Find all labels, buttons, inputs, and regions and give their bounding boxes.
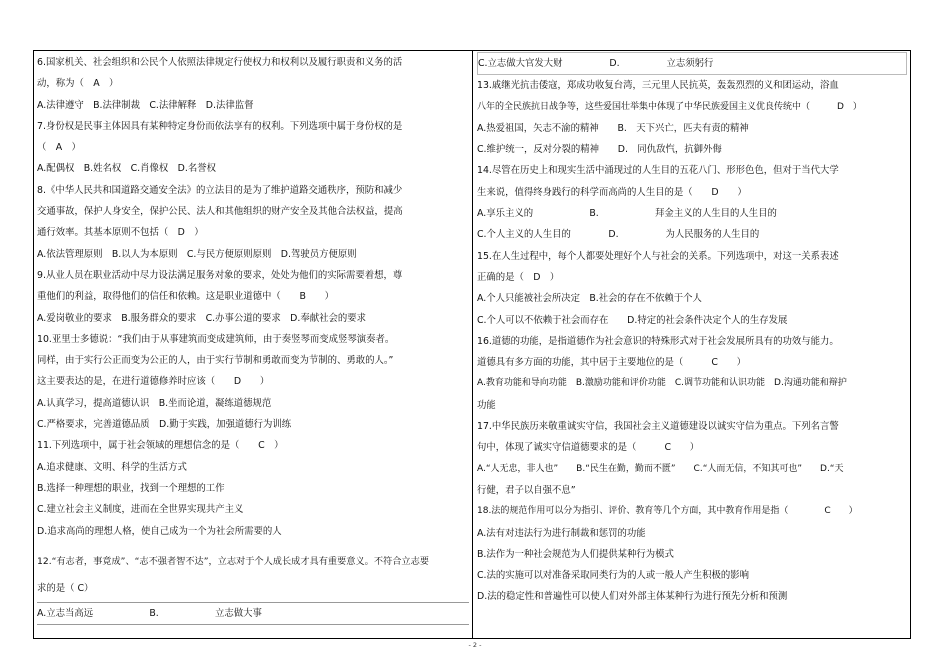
left-column bbox=[37, 52, 469, 625]
text-line: 重他们的利益，取得他们的信任和依赖。这是职业道德中（ B ） bbox=[37, 291, 335, 303]
text-line: 15.在人生过程中，每个人都要处理好个人与社会的关系。下列选项中，对这一关系表述 bbox=[477, 250, 839, 262]
text-line: A.认真学习，提高道德认识 B.坐而论道，凝练道德规范 bbox=[37, 397, 272, 409]
text-line: C.法的实施可以对准备采取同类行为的人或一般人产生积极的影响 bbox=[477, 570, 750, 582]
text-line: C.个人可以不依赖于社会而存在 D.特定的社会条件决定个人的生存发展 bbox=[477, 314, 788, 326]
text-line: 句中，体现了诚实守信道德要求的是（ C ） bbox=[477, 442, 700, 454]
text-line: A.热爱祖国，矢志不渝的精神 B. 天下兴亡，匹夫有责的精神 bbox=[477, 122, 749, 134]
text-line: C.个人主义的人生目的 D. 为人民服务的人生目的 bbox=[477, 229, 760, 241]
text-line: 10.亚里士多德说：“我们由于从事建筑而变成建筑师，由于奏竖琴而变成竖琴演奏者。 bbox=[37, 333, 395, 345]
question-12-options: A.立志当高远 B. 立志做大事 bbox=[37, 602, 469, 625]
text-line: 动，称为（ A ） bbox=[37, 78, 119, 90]
text-line: 8.《中华人民共和国道路交通安全法》的立法目的是为了维护道路交通秩序，预防和减少 bbox=[37, 184, 403, 196]
text-line: 14.尽管在历史上和现实生活中涌现过的人生目的五花八门、形形色色，但对于当代大学 bbox=[477, 165, 839, 177]
text-line: 11.下列选项中，属于社会领域的理想信念的是（ C ） bbox=[37, 440, 284, 452]
text-line: 7.身份权是民事主体因具有某种特定身份而依法享有的权利。下列选项中属于身份权的是 bbox=[37, 120, 403, 132]
text-line: 同样，由于实行公正而变为公正的人，由于实行节制和勇敢而变为节制的、勇敢的人。” bbox=[37, 355, 394, 367]
question-12-options-continued: C.立志做大官发大财 D. 立志须躬行 bbox=[477, 52, 907, 75]
text-line: 通行效率。其基本原则不包括（ D ） bbox=[37, 227, 204, 239]
text-line: A.个人只能被社会所决定 B.社会的存在不依赖于个人 bbox=[477, 293, 702, 305]
text-line: 交通事故，保护人身安全，保护公民、法人和其他组织的财产安全及其他合法权益，提高 bbox=[37, 206, 403, 218]
text-line: 生来说，值得终身践行的科学而高尚的人生目的是（ D ） bbox=[477, 186, 747, 198]
text-line: A.追求健康、文明、科学的生活方式 bbox=[37, 461, 187, 473]
text-line: 13.戚继光抗击倭寇，郑成功收复台湾，三元里人民抗英，轰轰烈烈的义和团运动，浴血 bbox=[477, 80, 839, 92]
text-line: 功能 bbox=[477, 399, 496, 411]
page-number: - 2 - bbox=[468, 641, 482, 649]
text-line: 17.中华民族历来敬重诚实守信，我国社会主义道德建设以诚实守信为重点。下列名言警 bbox=[477, 421, 839, 433]
text-line: A.爱岗敬业的要求 B.服务群众的要求 C.办事公道的要求 D.奉献社会的要求 bbox=[37, 312, 366, 324]
text-line: C.建立社会主义制度，进而在全世界实现共产主义 bbox=[37, 504, 244, 516]
text-line: A.依法管理原则 B.以人为本原则 C.与民方便原则原则 D.驾驶员方便原则 bbox=[37, 248, 357, 260]
text-line: A.配偶权 B.姓名权 C.肖像权 D.名誉权 bbox=[37, 163, 216, 175]
text-line: 行健，君子以自强不息” bbox=[477, 484, 576, 496]
text-line: D.追求高尚的理想人格，使自己成为一个为社会所需要的人 bbox=[37, 525, 282, 537]
text-line: D.法的稳定性和普遍性可以使人们对外部主体某种行为进行预先分析和预测 bbox=[477, 591, 788, 603]
text-line: A.法律遵守 B.法律制裁 C.法律解释 D.法律监督 bbox=[37, 99, 254, 111]
text-line: A.法有对违法行为进行制裁和惩罚的功能 bbox=[477, 527, 646, 539]
text-line: 9.从业人员在职业活动中尽力设法满足服务对象的要求，处处为他们的实际需要着想，尊 bbox=[37, 269, 403, 281]
text-line: 16.道德的功能，是指道德作为社会意识的特殊形式对于社会发展所具有的功效与能力。 bbox=[477, 335, 839, 347]
text-line: 八年的全民族抗日战争等，这些爱国壮举集中体现了中华民族爱国主义优良传统中（ D ） bbox=[477, 101, 862, 112]
text-line: 道德具有多方面的功能，其中居于主要地位的是（ C ） bbox=[477, 357, 747, 369]
text-line: C.维护统一，反对分裂的精神 D. 同仇敌忾，抗御外侮 bbox=[477, 144, 722, 156]
text-line: 6.国家机关、社会组织和公民个人依照法律规定行使权力和权利以及履行职责和义务的活 bbox=[37, 57, 403, 68]
text-line: （ A ） bbox=[37, 142, 81, 154]
text-line: 正确的是（ D ） bbox=[477, 271, 560, 283]
text-line: 这主要表达的是，在进行道德修养时应该（ D ） bbox=[37, 376, 270, 388]
question-12-line-2: 求的是（ C） bbox=[37, 582, 94, 594]
text-line: B.法作为一种社会规范为人们提供某种行为模式 bbox=[477, 548, 674, 560]
text-line: B.选择一种理想的职业，找到一个理想的工作 bbox=[37, 482, 225, 494]
text-line: 18.法的规范作用可以分为指引、评价、教育等几个方面，其中教育作用是指（ C ） bbox=[477, 506, 858, 517]
text-line: A.教育功能和导向功能 B.激励功能和评价功能 C.调节功能和认识功能 D.沟通功能和辩护 bbox=[477, 378, 847, 389]
text-line: C.严格要求，完善道德品质 D.勤于实践，加强道德行为训练 bbox=[37, 419, 292, 431]
text-line: A.“人无忠，非人也” B.“民生在勤，勤而不匮” C.“人而无信，不知其可也” D.“天 bbox=[477, 463, 844, 474]
column-divider bbox=[472, 50, 473, 639]
question-12-line-1: 12.“有志者，事竟成”、“志不强者智不达”，立志对于个人成长成才具有重要意义。不符合立志要 bbox=[37, 555, 429, 567]
right-column bbox=[477, 52, 907, 608]
text-line: A.享乐主义的 B. 拜金主义的人生目的人生目的 bbox=[477, 208, 777, 220]
